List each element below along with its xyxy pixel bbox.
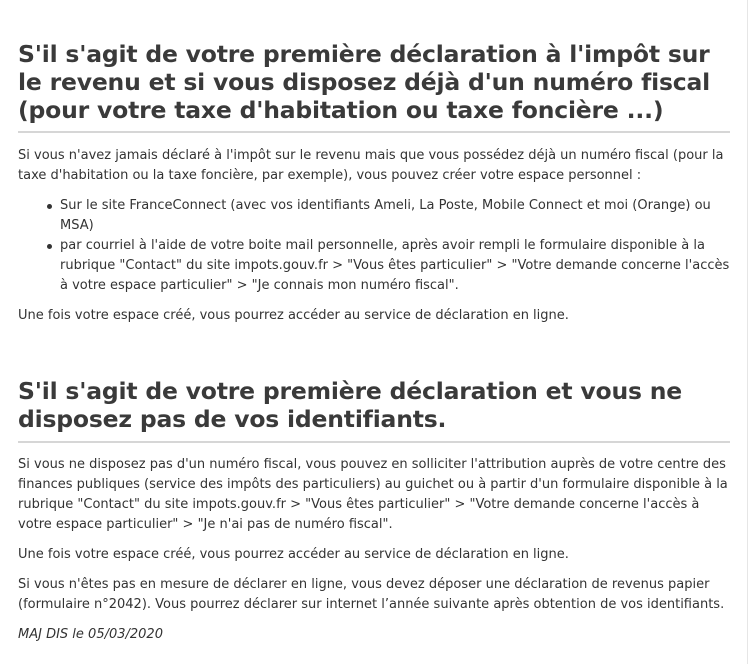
section1-body — [18, 146, 730, 326]
update-date: MAJ DIS le 05/03/2020 — [18, 627, 163, 642]
section1-list — [18, 196, 730, 296]
section2-heading: S'il s'agit de votre première déclaration et vous ne disposez pas de vos identifiants. — [18, 377, 683, 433]
list-item: Sur le site FranceConnect (avec vos identifiants Ameli, La Poste, Mobile Connect et moi (Orange) ou MSA) — [60, 196, 730, 236]
list-item: par courriel à l'aide de votre boite mail personnelle, après avoir rempli le formulaire disponible à la rubrique "Contact" du site impots.gouv.fr > "Vous êtes particulier" > "Votre demande concerne l'accès à votre espace particulier" > "Je connais mon numéro fiscal". — [60, 236, 730, 296]
section1-heading: S'il s'agit de votre première déclaration à l'impôt sur le revenu et si vous disposez déjà d'un numéro fiscal (pour votre taxe d'habitation ou taxe foncière ...) — [18, 40, 710, 124]
section1-outro: Une fois votre espace créé, vous pourrez accéder au service de déclaration en ligne. — [18, 308, 569, 323]
section2-body — [18, 455, 730, 645]
section2-paragraph: Si vous ne disposez pas d'un numéro fiscal, vous pouvez en solliciter l'attribution auprès de votre centre des finances publiques (service des impôts des particuliers) au guichet ou à partir d'un formulaire disponible à la rubrique "Contact" du site impots.gouv.fr > "Vous êtes particulier" > "Votre demande concerne l'accès à votre espace particulier" > "Je n'ai pas de numéro fiscal". — [18, 457, 728, 532]
section1-intro: Si vous n'avez jamais déclaré à l'impôt sur le revenu mais que vous possédez déjà un numéro fiscal (pour la taxe d'habitation ou la taxe foncière, par exemple), vous pouvez créer votre espace personnel : — [18, 148, 724, 183]
section2-paragraph: Une fois votre espace créé, vous pourrez accéder au service de déclaration en ligne. — [18, 547, 569, 562]
right-border — [747, 0, 748, 664]
section2-paragraph: Si vous n'êtes pas en mesure de déclarer en ligne, vous devez déposer une déclaration de revenus papier (formulaire n°2042). Vous pourrez déclarer sur internet l’année suivante après obtention de vos identifiants. — [18, 577, 725, 612]
section2-divider — [18, 441, 730, 443]
section1-divider — [18, 131, 730, 133]
